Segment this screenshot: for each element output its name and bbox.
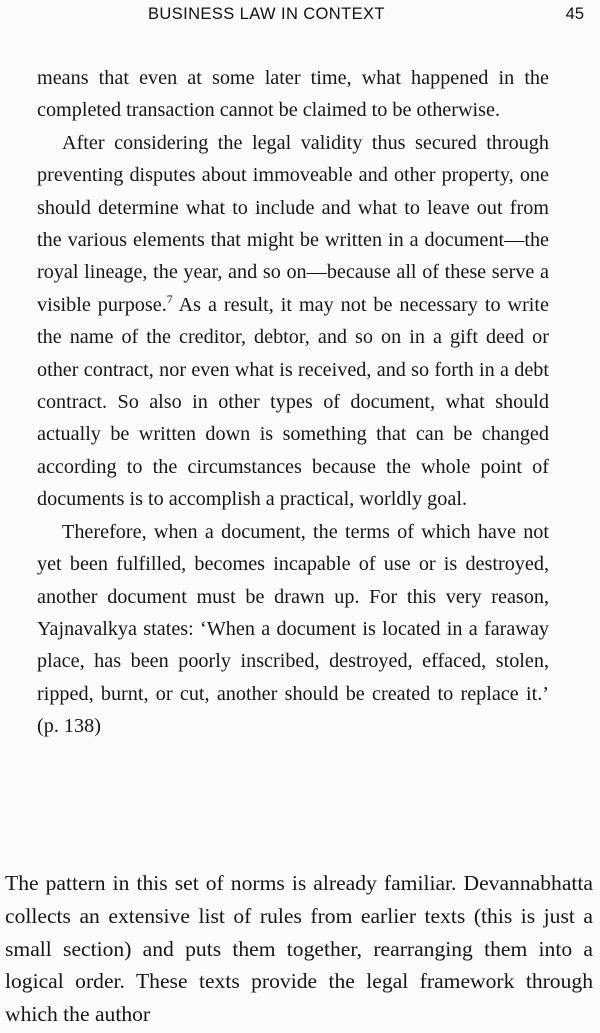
page-number: 45 xyxy=(565,5,584,23)
footnote-marker: 7 xyxy=(166,291,173,306)
quote-paragraph-1: means that even at some later time, what happened in the completed transaction cannot be claimed to be otherwise. xyxy=(37,67,549,122)
running-title: BUSINESS LAW IN CONTEXT xyxy=(148,5,385,23)
quote-paragraph-2-text-b: As a result, it may not be necessary to write the name of the creditor, debtor, and so on in a gift deed or other contract, nor even what is received, and so forth in a debt contract. So also in other types of document, what should actually be written down is something that can be changed according to the circumstances because the whole point of documents is to accomplish a practical, worldly goal. xyxy=(37,293,549,511)
body-paragraph-1: The pattern in this set of norms is already familiar. Devannabhatta collects an extensive list of rules from earlier texts (this is just a small section) and puts them together, rearranging them into a logical order. These texts provide the legal framework through which the author xyxy=(5,871,593,1027)
quote-paragraph-2 xyxy=(37,127,549,516)
quote-paragraph-3: Therefore, when a document, the terms of which have not yet been fulfilled, becomes incapable of use or is destroyed, another document must be drawn up. For this very reason, Yajnavalkya states: ‘When a document is located in a faraway place, has been poorly inscribed, destroyed, effaced, stolen, ripped, burnt, or cut, another should be created to replace it.’ (p. 138) xyxy=(37,520,549,738)
running-head xyxy=(0,2,600,26)
quote-paragraph-2-text-a: After considering the legal validity thus secured through preventing disputes about immoveable and other property, one should determine what to include and what to leave out from the various elements that might be written in a document—the royal lineage, the year, and so on—because all of these serve a visible purpose. xyxy=(37,131,549,316)
block-quote xyxy=(37,62,549,743)
body-text xyxy=(5,867,593,1031)
